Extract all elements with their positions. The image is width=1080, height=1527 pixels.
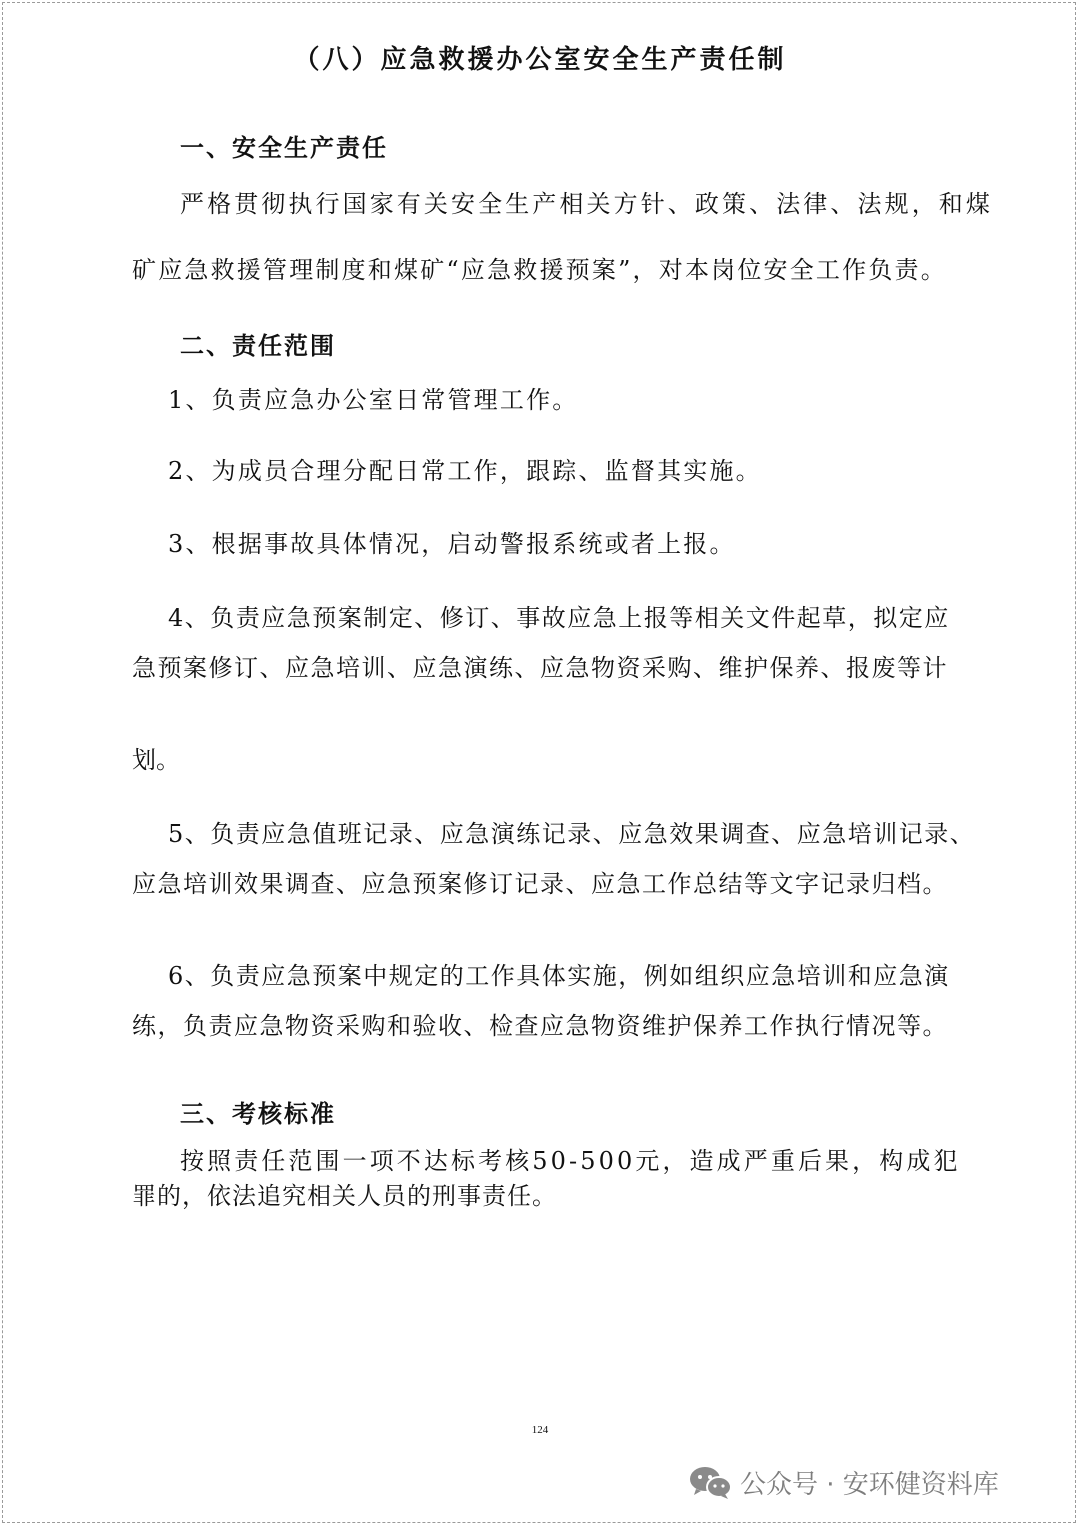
watermark (688, 1460, 999, 1504)
section3-paragraph-line1: 按照责任范围一项不达标考核50-500元，造成严重后果，构成犯 (180, 1147, 961, 1175)
section3-paragraph-line2: 罪的，依法追究相关人员的刑事责任。 (132, 1182, 557, 1210)
section2-item6-line2: 练，负责应急物资采购和验收、检查应急物资维护保养工作执行情况等。 (132, 1012, 948, 1040)
section1-paragraph-line1: 严格贯彻执行国家有关安全生产相关方针、政策、法律、法规，和煤 (180, 190, 993, 218)
page-number: 124 (531, 1424, 549, 1436)
section2-item4-line2: 急预案修订、应急培训、应急演练、应急物资采购、维护保养、报废等计 (132, 654, 948, 682)
section2-item3: 3、根据事故具体情况，启动警报系统或者上报。 (168, 530, 736, 558)
watermark-text: 公众号 · 安环健资料库 (740, 1469, 999, 1500)
document-title: （八）应急救援办公室安全生产责任制 (293, 45, 787, 75)
section2-item5-line2: 应急培训效果调查、应急预案修订记录、应急工作总结等文字记录归档。 (132, 870, 948, 898)
section2-item4-line1: 4、负责应急预案制定、修订、事故应急上报等相关文件起草，拟定应 (168, 604, 950, 632)
section2-item5-line1: 5、负责应急值班记录、应急演练记录、应急效果调查、应急培训记录、 (168, 820, 976, 848)
wechat-icon (688, 1464, 732, 1500)
section2-item6-line1: 6、负责应急预案中规定的工作具体实施，例如组织应急培训和应急演 (168, 962, 950, 990)
section3-heading: 三、考核标准 (180, 1099, 336, 1128)
section2-item1: 1、负责应急办公室日常管理工作。 (168, 386, 579, 414)
section1-paragraph-line2: 矿应急救援管理制度和煤矿“应急救援预案”，对本岗位安全工作负责。 (132, 256, 947, 284)
section2-item2: 2、为成员合理分配日常工作，跟踪、监督其实施。 (168, 457, 762, 485)
section1-heading: 一、安全生产责任 (180, 133, 388, 162)
section2-item4-line3: 划。 (132, 746, 180, 774)
section2-heading: 二、责任范围 (180, 331, 336, 360)
